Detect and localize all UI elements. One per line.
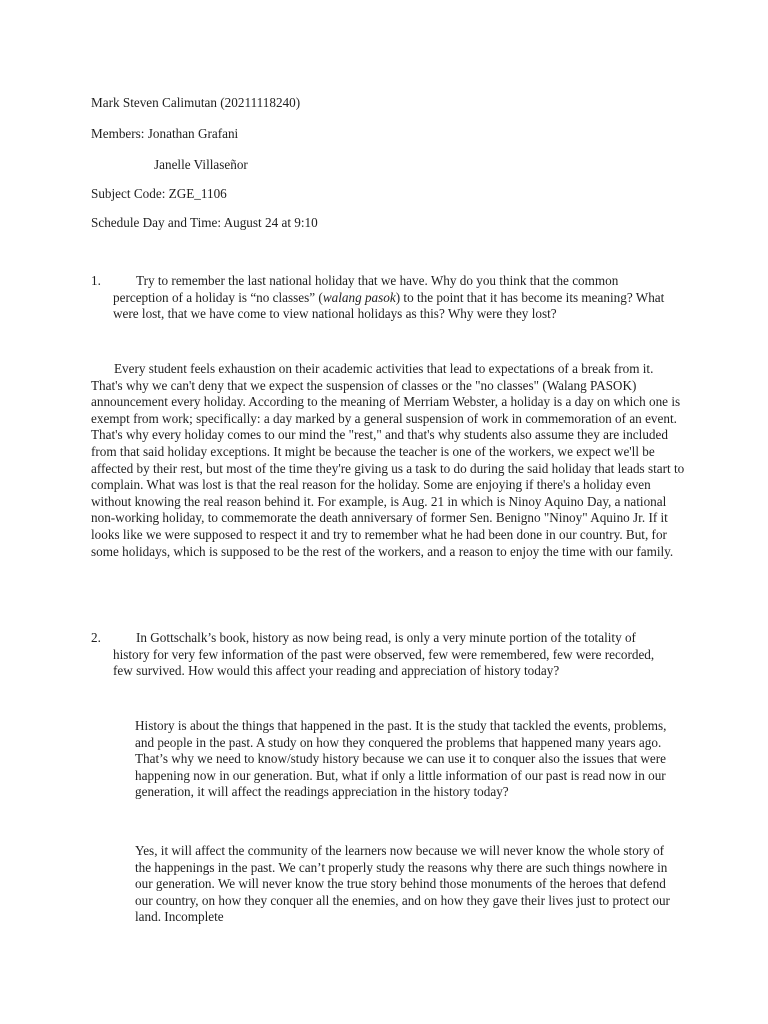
answer-2-paragraph-1: History is about the things that happened in the past. It is the study that tackled the events, problems, and people in the past. A study on how they conquered the problems that happened many years ago. That’s why we need to know/study history because we can use it to conquer also the issues that were happening now in our generation. But, what if only a little information of our past is read now in our generation, it will affect the readings appreciation in the history today?	[135, 718, 667, 800]
question-1-text-emphasis: walang pasok	[322, 289, 396, 305]
question-2-text: In Gottschalk’s book, history as now being read, is only a very minute portion of the totality of history for very few information of the past were observed, few were remembered, few were recorded, few survived. How would this affect your reading and appreciation of history today?	[113, 630, 655, 679]
question-1-text	[113, 273, 673, 323]
question-1-text-part-b: ) to the point that it has become its meaning? What were lost, that we have come to view national holidays as this? Why were they lost?	[113, 289, 665, 322]
members-line: Members: Jonathan Grafani	[91, 126, 239, 141]
question-1-number: 1.	[91, 273, 101, 288]
answer-2-paragraph-2: Yes, it will affect the community of the learners now because we will never know the whole story of the happenings in the past. We can’t properly study the reasons why there are such things nowhere in our generation. We will never know the true story behind those monuments of the heroes that defend our country, on how they conquer all the enemies, and on how they gave their lives just to protect our land. Incomplete	[135, 843, 670, 925]
schedule-line: Schedule Day and Time: August 24 at 9:10	[91, 215, 318, 230]
answer-1-paragraph: Every student feels exhaustion on their academic activities that lead to expectations of a break from it. That's why we can't deny that we expect the suspension of classes or the "no classes" (Walang PASOK) announcement every holiday. According to the meaning of Merriam Webster, a holiday is a day on which one is exempt from work; specifically: a day marked by a general suspension of work in commemoration of an event. That's why every holiday comes to our mind the "rest," and that's why students also assume they are included from that said holiday exceptions. It might be because the teacher is one of the workers, we expect we'll be affected by their rest, but most of the time they're giving us a task to do during the said holiday that leads start to complain. What was lost is that the real reason for the holiday. Some are enjoying if there's a holiday even without knowing the real reason behind it. For example, is Aug. 21 in which is Ninoy Aquino Day, a national non-working holiday, to commemorate the death anniversary of former Sen. Benigno "Ninoy" Aquino Jr. If it looks like we were supposed to respect it and try to remember what he had been done in our country. But, for some holidays, which is supposed to be the rest of the workers, and a reason to enjoy the time with our family.	[91, 361, 685, 559]
subject-code-line: Subject Code: ZGE_1106	[91, 186, 227, 201]
question-1-text-part-a: Try to remember the last national holiday that we have. Why do you think that the common perception of a holiday is “no classes” (	[113, 273, 619, 305]
student-name-line: Mark Steven Calimutan (20211118240)	[91, 95, 301, 110]
member-name: Janelle Villaseñor	[154, 157, 248, 172]
question-2-number: 2.	[91, 630, 101, 645]
